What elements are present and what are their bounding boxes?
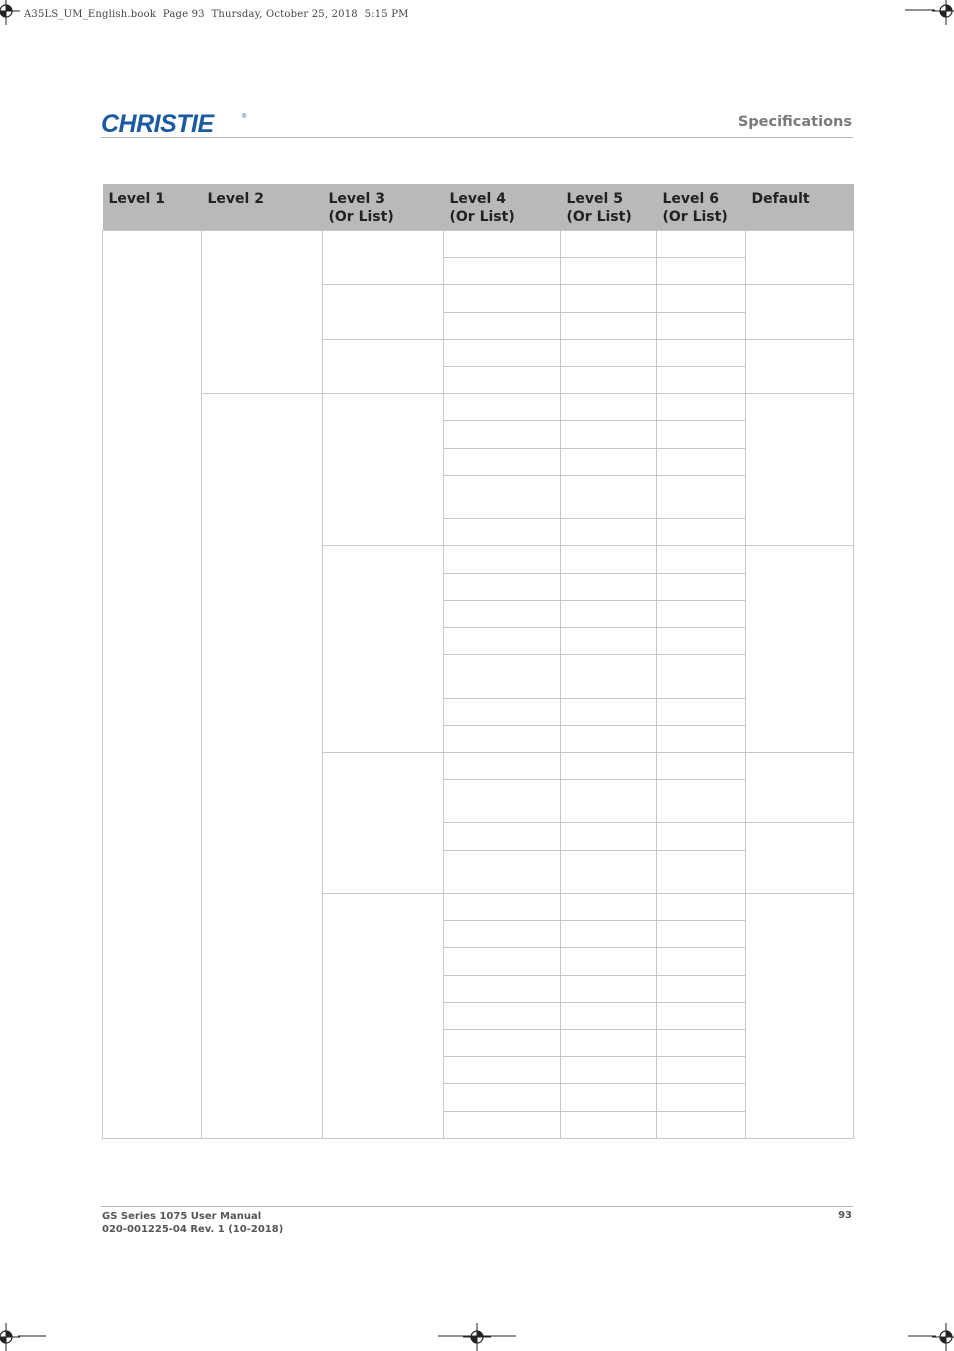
table-cell bbox=[323, 546, 444, 753]
table-cell bbox=[444, 231, 561, 258]
table-cell bbox=[444, 421, 561, 448]
table-cell bbox=[657, 312, 746, 339]
table-cell bbox=[561, 780, 657, 823]
table-cell bbox=[561, 475, 657, 518]
table-cell bbox=[657, 752, 746, 779]
registration-mark-icon bbox=[932, 0, 954, 25]
manual-title: GS Series 1075 User Manual bbox=[102, 1211, 262, 1222]
table-cell bbox=[657, 573, 746, 600]
table-cell bbox=[202, 231, 323, 394]
table-cell bbox=[657, 1002, 746, 1029]
table-cell bbox=[444, 258, 561, 285]
crop-line bbox=[18, 1335, 46, 1337]
table-cell bbox=[746, 394, 854, 546]
crop-line bbox=[438, 1335, 516, 1337]
table-cell bbox=[561, 893, 657, 920]
table-cell bbox=[444, 823, 561, 850]
table-row bbox=[103, 231, 854, 258]
table-cell bbox=[444, 627, 561, 654]
table-cell bbox=[561, 367, 657, 394]
table-cell bbox=[444, 752, 561, 779]
table-cell bbox=[561, 1111, 657, 1138]
document-number: 020-001225-04 Rev. 1 (10-2018) bbox=[102, 1224, 284, 1235]
table-cell bbox=[657, 258, 746, 285]
table-cell bbox=[561, 655, 657, 698]
registration-mark-icon bbox=[0, 1323, 20, 1351]
table-cell bbox=[746, 339, 854, 393]
table-cell bbox=[444, 975, 561, 1002]
column-header: Level 3 (Or List) bbox=[323, 184, 444, 231]
table-cell bbox=[444, 1084, 561, 1111]
table-cell bbox=[657, 1057, 746, 1084]
table-cell bbox=[561, 394, 657, 421]
crop-line bbox=[905, 9, 935, 11]
column-header: Level 1 bbox=[103, 184, 202, 231]
table-cell bbox=[561, 1084, 657, 1111]
table-cell bbox=[444, 475, 561, 518]
table-cell bbox=[657, 893, 746, 920]
table-cell bbox=[657, 421, 746, 448]
table-cell bbox=[657, 948, 746, 975]
table-cell bbox=[746, 752, 854, 823]
table-cell bbox=[444, 1111, 561, 1138]
table-cell bbox=[657, 780, 746, 823]
table-cell bbox=[202, 394, 323, 1139]
column-header: Level 5 (Or List) bbox=[561, 184, 657, 231]
footer-info bbox=[102, 1210, 283, 1236]
table-header-row bbox=[103, 184, 854, 231]
table-cell bbox=[657, 725, 746, 752]
table-cell bbox=[561, 627, 657, 654]
table-cell bbox=[561, 231, 657, 258]
table-cell bbox=[657, 975, 746, 1002]
footer-divider bbox=[101, 1206, 853, 1207]
table-cell bbox=[657, 1084, 746, 1111]
table-cell bbox=[746, 285, 854, 339]
table-cell bbox=[746, 823, 854, 894]
table-cell bbox=[444, 725, 561, 752]
table-cell bbox=[657, 1029, 746, 1056]
table-cell bbox=[444, 921, 561, 948]
registration-mark-icon bbox=[463, 1323, 491, 1351]
table-cell bbox=[561, 948, 657, 975]
table-cell bbox=[657, 231, 746, 258]
table-cell bbox=[561, 752, 657, 779]
specifications-table bbox=[102, 184, 854, 1139]
table-cell bbox=[444, 367, 561, 394]
logo-text: CHRISTIE bbox=[101, 110, 214, 136]
table-cell bbox=[561, 258, 657, 285]
table-cell bbox=[561, 975, 657, 1002]
table-cell bbox=[561, 339, 657, 366]
table-cell bbox=[657, 823, 746, 850]
table-cell bbox=[323, 339, 444, 393]
table-cell bbox=[746, 893, 854, 1138]
table-cell bbox=[561, 546, 657, 573]
table-cell bbox=[561, 1029, 657, 1056]
table-cell bbox=[657, 921, 746, 948]
table-cell bbox=[561, 1057, 657, 1084]
table-cell bbox=[444, 698, 561, 725]
table-cell bbox=[561, 600, 657, 627]
table-cell bbox=[657, 475, 746, 518]
table-cell bbox=[561, 698, 657, 725]
table-cell bbox=[444, 948, 561, 975]
table-cell bbox=[323, 231, 444, 285]
table-cell bbox=[444, 519, 561, 546]
table-cell bbox=[444, 1002, 561, 1029]
table-cell bbox=[444, 546, 561, 573]
table-cell bbox=[323, 893, 444, 1138]
registration-mark-icon bbox=[932, 1323, 954, 1351]
table-cell bbox=[657, 394, 746, 421]
table-cell bbox=[657, 546, 746, 573]
table-cell bbox=[561, 573, 657, 600]
table-cell bbox=[103, 231, 202, 1139]
print-info: A35LS_UM_English.book Page 93 Thursday, October 25, 2018 5:15 PM bbox=[24, 9, 409, 20]
table-cell bbox=[561, 850, 657, 893]
table-cell bbox=[561, 312, 657, 339]
table-cell bbox=[444, 1057, 561, 1084]
table-cell bbox=[561, 285, 657, 312]
table-cell bbox=[444, 780, 561, 823]
table-cell bbox=[444, 339, 561, 366]
table-cell bbox=[657, 1111, 746, 1138]
table-cell bbox=[561, 448, 657, 475]
table-cell bbox=[657, 285, 746, 312]
table-cell bbox=[444, 1029, 561, 1056]
table-cell bbox=[561, 921, 657, 948]
table-cell bbox=[444, 600, 561, 627]
table-cell bbox=[561, 823, 657, 850]
table-cell bbox=[561, 519, 657, 546]
table-cell bbox=[444, 312, 561, 339]
table-cell bbox=[657, 600, 746, 627]
column-header: Level 4 (Or List) bbox=[444, 184, 561, 231]
table-cell bbox=[444, 285, 561, 312]
table-cell bbox=[323, 285, 444, 339]
column-header: Default bbox=[746, 184, 854, 231]
table-cell bbox=[561, 421, 657, 448]
table-cell bbox=[444, 655, 561, 698]
table-cell bbox=[561, 725, 657, 752]
table-cell bbox=[657, 367, 746, 394]
table-cell bbox=[444, 850, 561, 893]
table-cell bbox=[657, 655, 746, 698]
table-row bbox=[103, 394, 854, 421]
table-cell bbox=[561, 1002, 657, 1029]
page-number: 93 bbox=[838, 1210, 852, 1221]
header-divider bbox=[101, 137, 853, 138]
section-title: Specifications bbox=[737, 114, 852, 130]
table-cell bbox=[657, 850, 746, 893]
column-header: Level 6 (Or List) bbox=[657, 184, 746, 231]
table-cell bbox=[657, 339, 746, 366]
christie-logo bbox=[101, 110, 251, 136]
table-cell bbox=[657, 519, 746, 546]
registered-mark: ® bbox=[242, 114, 247, 120]
table-cell bbox=[657, 627, 746, 654]
table-cell bbox=[444, 893, 561, 920]
table-cell bbox=[323, 394, 444, 546]
table-cell bbox=[323, 752, 444, 893]
table-cell bbox=[444, 448, 561, 475]
table-cell bbox=[444, 394, 561, 421]
table-cell bbox=[444, 573, 561, 600]
table-cell bbox=[657, 448, 746, 475]
crop-line bbox=[908, 1335, 936, 1337]
table-cell bbox=[746, 546, 854, 753]
column-header: Level 2 bbox=[202, 184, 323, 231]
registration-mark-icon bbox=[0, 0, 20, 25]
table-cell bbox=[657, 698, 746, 725]
table-cell bbox=[746, 231, 854, 285]
